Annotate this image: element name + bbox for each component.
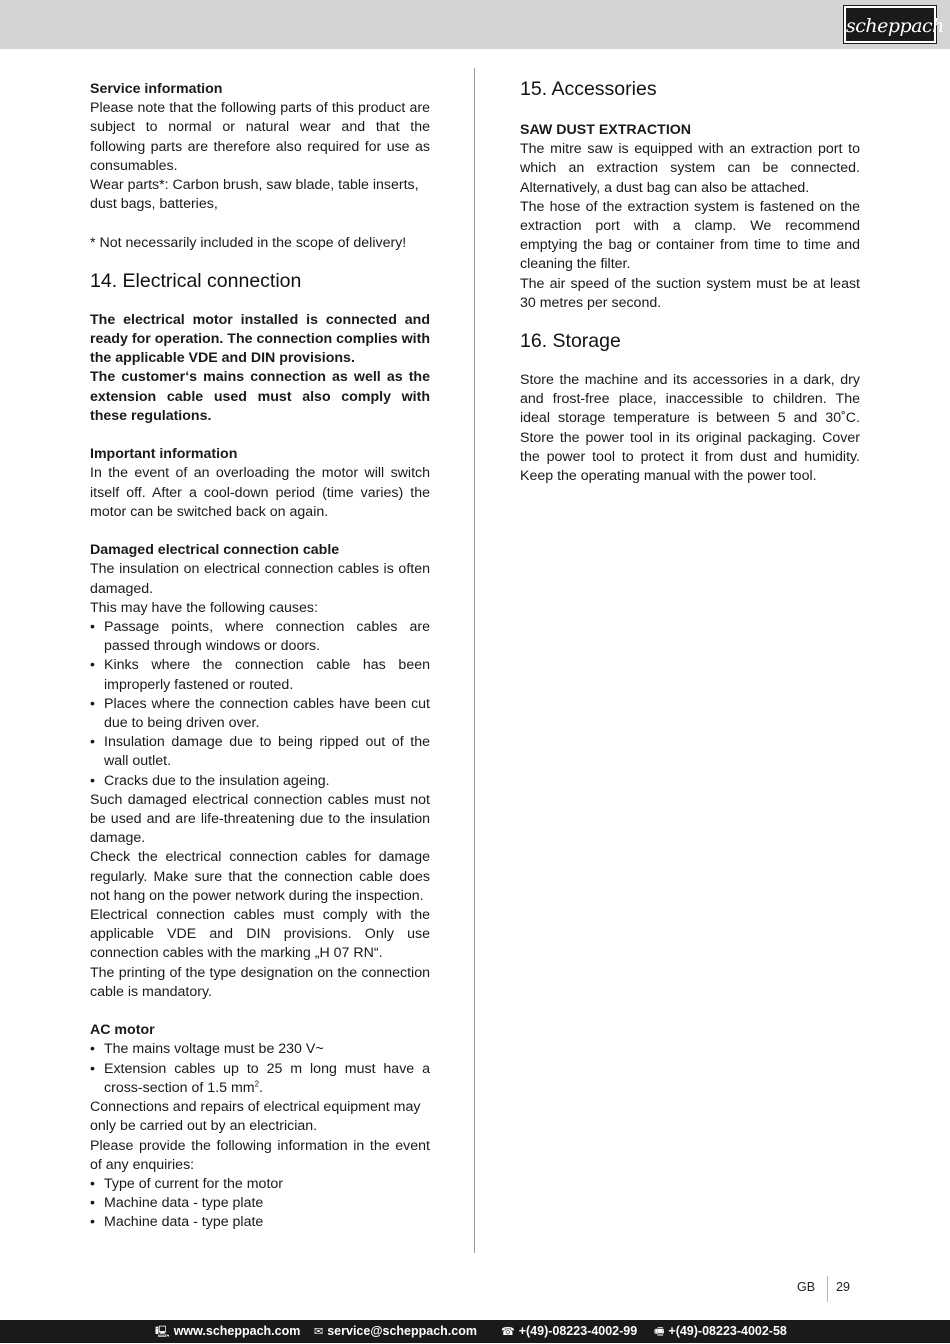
damaged-cable-title: Damaged electrical connection cable: [90, 542, 340, 559]
scheppach-logo: scheppach: [844, 6, 936, 43]
electrical-notice-2: The customer‘s mains connection as well as the extension cable used must also comply with these regulations.: [90, 369, 430, 424]
storage-text: Store the machine and its accessories in a dark, dry and frost-free place, inaccessible to children. The ideal storage temperature is between 5 and 30˚C. Store the power tool in its original packaging. Cover the power tool to protect it from dust and humidity. Keep the operating manual with the power tool.: [520, 372, 860, 485]
damaged-cable-text-1: The insulation on electrical connection cables is often damaged.: [90, 561, 430, 597]
fax-contact: 🖷 +(49)-08223-4002-58: [654, 1324, 787, 1338]
ac-motor-text-1: Connections and repairs of electrical equipment may only be carried out by an electrician.: [90, 1099, 421, 1135]
causes-list: [90, 618, 430, 791]
ac-motor-list: [90, 1040, 430, 1098]
email-contact: ✉ service@scheppach.com: [314, 1324, 477, 1338]
phone-contact: ☎ +(49)-08223-4002-99: [501, 1324, 638, 1338]
section-14-title: 14. Electrical connection: [90, 269, 302, 292]
contact-bar: [0, 1320, 950, 1343]
email-icon: ✉: [314, 1326, 324, 1338]
header-bar: [0, 0, 950, 49]
enquiries-list: [90, 1175, 430, 1233]
website-contact: 🖳 www.scheppach.com: [155, 1324, 301, 1338]
saw-dust-text-3: The air speed of the suction system must be at least 30 metres per second.: [520, 275, 860, 311]
phone-icon: ☎: [501, 1326, 515, 1338]
damaged-cable-text-3: Such damaged electrical connection cables must not be used and are life-threatening due to the insulation damage.: [90, 791, 430, 847]
fax-icon: 🖷: [654, 1326, 665, 1338]
left-column: [90, 80, 430, 1233]
saw-dust-text-1: The mitre saw is equipped with an extraction port to which an extraction system can be connected. Alternatively, a dust bag can also be attached.: [520, 141, 860, 196]
ac-motor-title: AC motor: [90, 1022, 155, 1039]
list-item: • Cracks due to the insulation ageing.: [90, 772, 430, 791]
language-code: GB: [797, 1280, 816, 1294]
footer-separator: [827, 1276, 828, 1302]
wear-parts-text: Wear parts*: Carbon brush, saw blade, table inserts, dust bags, batteries,: [90, 177, 419, 213]
column-divider: [474, 68, 475, 1253]
important-info-text: In the event of an overloading the motor will switch itself off. After a cool-down period (time varies) the motor can be switched back on again.: [90, 465, 430, 520]
page-number: 29: [836, 1280, 850, 1294]
computer-icon: 🖳: [155, 1326, 170, 1338]
list-item: • Insulation damage due to being ripped out of the wall outlet.: [90, 733, 430, 771]
damaged-cable-text-4: Check the electrical connection cables for damage regularly. Make sure that the connection cable does not hang on the power network during the inspection.: [90, 849, 430, 904]
ac-motor-text-2: Please provide the following information in the event of any enquiries:: [90, 1137, 430, 1173]
saw-dust-text-2: The hose of the extraction system is fastened on the extraction port with a clamp. We recommend emptying the bag or container from time to time and cleaning the filter.: [520, 198, 860, 273]
list-item: • Type of current for the motor: [90, 1175, 430, 1194]
damaged-cable-text-5: Electrical connection cables must comply with the applicable VDE and DIN provisions. Only use connection cables with the marking „H 07 RN“.: [90, 907, 430, 962]
damaged-cable-text-6: The printing of the type designation on the connection cable is mandatory.: [90, 964, 430, 1000]
list-item: • Machine data - type plate: [90, 1213, 430, 1232]
delivery-footnote: * Not necessarily included in the scope of delivery!: [90, 234, 407, 251]
important-info-title: Important information: [90, 446, 238, 463]
right-column: [520, 80, 860, 486]
electrical-notice-1: The electrical motor installed is connected and ready for operation. The connection complies with the applicable VDE and DIN provisions.: [90, 311, 430, 367]
service-info-title: Service information: [90, 81, 223, 97]
list-item: • Kinks where the connection cable has been improperly fastened or routed.: [90, 656, 430, 694]
list-item: • Places where the connection cables have been cut due to being driven over.: [90, 695, 430, 733]
list-item: • Passage points, where connection cables are passed through windows or doors.: [90, 618, 430, 656]
section-15-title: 15. Accessories: [520, 78, 657, 100]
list-item: • Extension cables up to 25 m long must have a cross-section of 1.5 $mm^2$.: [90, 1060, 430, 1098]
section-16-title: 16. Storage: [520, 330, 621, 353]
list-item: • The mains voltage must be 230 V~: [90, 1040, 430, 1059]
saw-dust-title: SAW DUST EXTRACTION: [520, 122, 692, 138]
damaged-cable-text-2: This may have the following causes:: [90, 599, 318, 616]
list-item: • Machine data - type plate: [90, 1194, 430, 1213]
service-info-text: Please note that the following parts of this product are subject to normal or natural wear and that the following parts are therefore also required for use as consumables.: [90, 100, 430, 174]
